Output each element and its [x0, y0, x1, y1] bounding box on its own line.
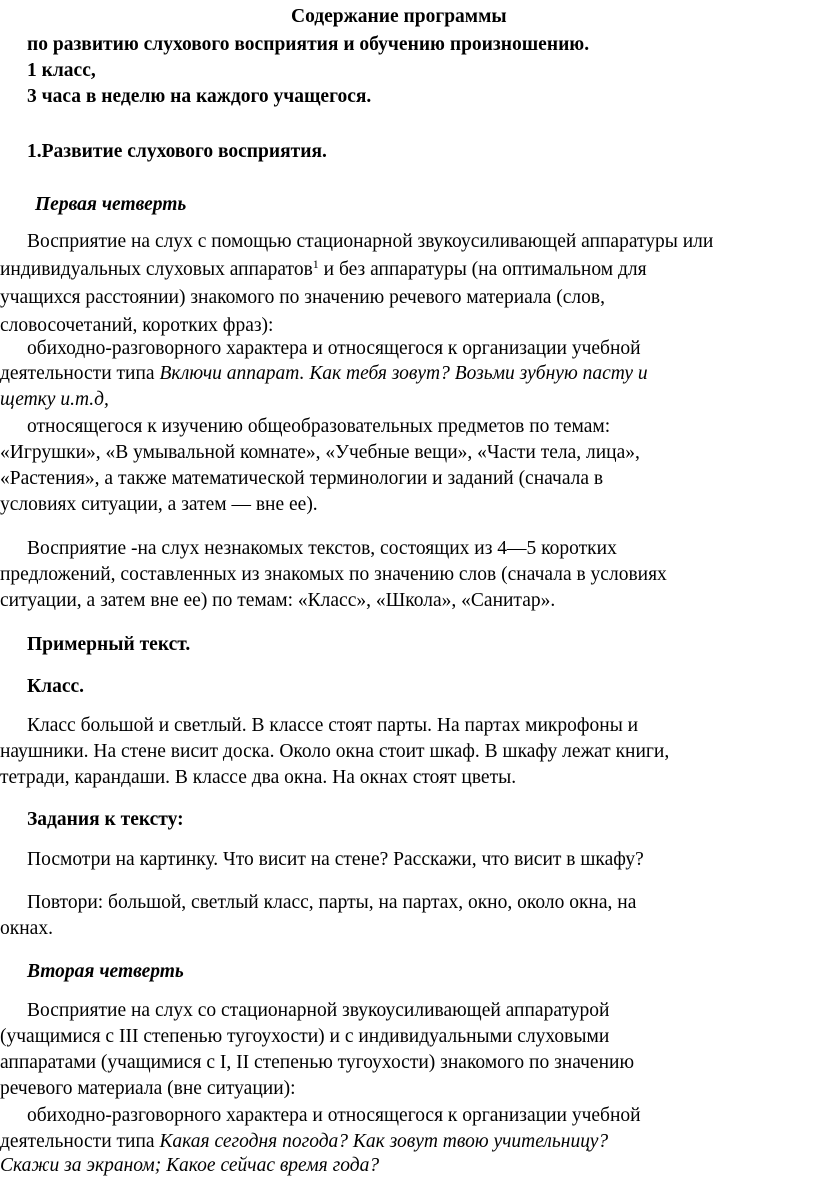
paragraph-8-line: аппаратами (учащимися с I, II степенью тугоухости) знакомого по значению: [0, 1052, 635, 1073]
paragraph-1-line: учащихся расстоянии) знакомого по значению речевого материала (слов,: [0, 287, 605, 308]
paragraph-9-line: обиходно-разговорного характера и относящегося к организации учебной: [27, 1105, 641, 1126]
subtitle-line-1: по развитию слухового восприятия и обучению произношению.: [27, 34, 590, 55]
footnote-marker[interactable]: 1: [312, 257, 319, 271]
tasks-heading: Задания к тексту:: [27, 809, 184, 830]
paragraph-2-line: обиходно-разговорного характера и относящегося к организации учебной: [27, 338, 641, 359]
paragraph-9-line: Скажи за экраном; Какое сейчас время года?: [0, 1155, 380, 1176]
paragraph-4-line: ситуации, а затем вне ее) по темам: «Класс», «Школа», «Санитар».: [0, 590, 556, 611]
paragraph-1-line: Восприятие на слух с помощью стационарной звукоусиливающей аппаратуры или: [27, 231, 714, 252]
paragraph-9-text: деятельности типа: [0, 1131, 160, 1152]
paragraph-8-line: речевого материала (вне ситуации):: [0, 1078, 296, 1099]
paragraph-1-text: индивидуальных слуховых аппаратов: [0, 259, 313, 280]
paragraph-4-line: предложений, составленных из знакомых по значению слов (сначала в условиях: [0, 564, 667, 585]
quarter-heading-second: Вторая четверть: [27, 961, 184, 982]
paragraph-9-example: Какая сегодня погода? Как зовут твою учительницу?: [159, 1131, 609, 1152]
paragraph-5-line: тетради, карандаши. В классе два окна. На окнах стоят цветы.: [0, 767, 517, 788]
paragraph-3-line: относящегося к изучению общеобразовательных предметов по темам:: [27, 416, 611, 437]
paragraph-2-line: щетку и.т.д,: [0, 389, 109, 410]
paragraph-2-example: Включи аппарат. Как тебя зовут? Возьми зубную пасту и: [159, 363, 648, 384]
document-title: Содержание программы: [291, 6, 507, 27]
subtitle-line-2: 1 класс,: [27, 60, 96, 81]
paragraph-2-text: деятельности типа: [0, 363, 160, 384]
paragraph-7-line: Повтори: большой, светлый класс, парты, на партах, окно, около окна, на: [27, 892, 637, 913]
paragraph-4-line: Восприятие -на слух незнакомых текстов, состоящих из 4—5 коротких: [27, 538, 617, 559]
paragraph-7-line: окнах.: [0, 918, 53, 939]
paragraph-6-line: Посмотри на картинку. Что висит на стене? Расскажи, что висит в шкафу?: [27, 849, 644, 870]
paragraph-3-line: «Игрушки», «В умывальной комнате», «Учебные вещи», «Части тела, лица»,: [0, 442, 640, 463]
paragraph-1-text: и без аппаратуры (на оптимальном для: [318, 259, 647, 280]
paragraph-5-line: наушники. На стене висит доска. Около окна стоит шкаф. В шкафу лежат книги,: [0, 741, 670, 762]
paragraph-5-line: Класс большой и светлый. В классе стоят парты. На партах микрофоны и: [27, 715, 639, 736]
section-heading: 1.Развитие слухового восприятия.: [27, 141, 327, 162]
paragraph-8-line: Восприятие на слух со стационарной звукоусиливающей аппаратурой: [27, 1000, 610, 1021]
class-heading: Класс.: [27, 676, 85, 697]
paragraph-8-line: (учащимися с III степенью тугоухости) и с индивидуальными слуховыми: [0, 1026, 610, 1047]
subtitle-line-3: 3 часа в неделю на каждого учащегося.: [27, 86, 372, 107]
paragraph-1-line: [0, 256, 647, 284]
paragraph-3-line: «Растения», а также математической терминологии и заданий (сначала в: [0, 468, 604, 489]
paragraph-2-line: [0, 360, 648, 388]
quarter-heading-first: Первая четверть: [35, 194, 187, 215]
paragraph-3-line: условиях ситуации, а затем — вне ее).: [0, 494, 318, 515]
paragraph-1-line: словосочетаний, коротких фраз):: [0, 315, 274, 336]
sample-text-heading: Примерный текст.: [27, 634, 191, 655]
